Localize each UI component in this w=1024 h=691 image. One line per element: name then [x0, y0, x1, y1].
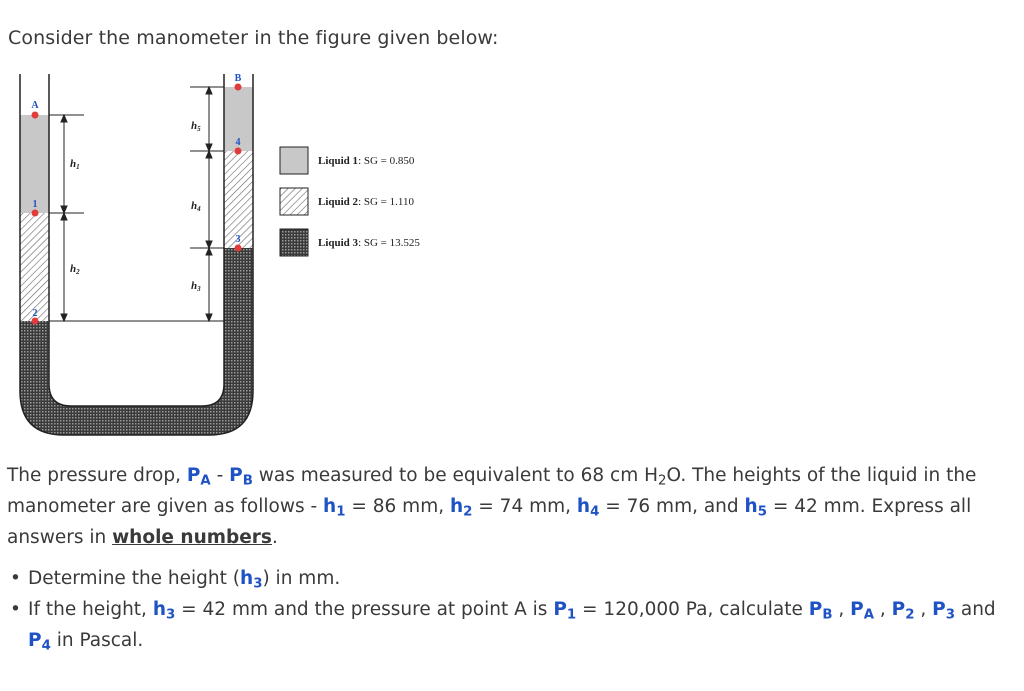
left-tube	[20, 115, 49, 321]
legend-label-liquid-1: Liquid 1: SG = 0.850	[318, 155, 415, 167]
whole-numbers-emphasis: whole numbers	[112, 527, 272, 548]
pb-symbol: $P_B$	[808, 599, 833, 623]
legend-swatch-liquid-1	[280, 147, 308, 174]
h4-symbol: $h_4$	[576, 496, 600, 520]
p4-symbol: $P_4$	[28, 630, 51, 654]
problem-statement: The pressure drop, $P_A - P_B$ was measured to be equivalent to 68 cm $H_2O$. The heights of the liquid in the manometer are given as follows - $h_1 = 86$ mm, $h_2 = 74$ mm, $h_4 = 76$ mm, and $h_5 = 42$ mm. Express all answers in whole numbers.	[7, 465, 977, 548]
tube-walls	[20, 74, 253, 435]
task-item-2: • If the height, $h_3 = 42$ mm and the pressure at point A is $P_1 = 120,000$ Pa, calculate $P_B$ , $P_A$ , $P_2$ , $P_3$ and $P_4$ in Pascal.	[8, 594, 1018, 656]
h3-symbol: $h_3$	[240, 568, 263, 592]
h1-label: h1	[70, 158, 80, 171]
h3-symbol: $h_3$	[152, 599, 176, 623]
p3-symbol: $P_3$	[932, 599, 955, 623]
point-4-dot	[235, 148, 242, 155]
pa-symbol: $P_A$	[186, 465, 211, 489]
pb-symbol: $P_B$	[229, 465, 253, 489]
point-b-dot	[235, 84, 242, 91]
task-item-1: • Determine the height $(h_3)$ in mm.	[8, 563, 1018, 594]
point-2-label: 2	[32, 308, 38, 319]
point-4-label: 4	[235, 137, 241, 148]
h2-symbol: $h_2$	[449, 496, 473, 520]
h1-symbol: $h_1$	[323, 496, 346, 520]
legend-swatch-liquid-3	[280, 229, 308, 256]
liquid-3-u-bend	[20, 248, 253, 435]
point-1-label: 1	[32, 199, 38, 210]
point-1-dot	[32, 210, 39, 217]
point-a-label: A	[31, 100, 39, 111]
point-b-label: B	[234, 73, 242, 84]
question-intro: Consider the manometer in the figure given below:	[8, 27, 499, 49]
pa-symbol: $P_A$	[850, 599, 875, 623]
p1-symbol: $P_1$	[553, 599, 577, 623]
h3-label: h3	[191, 280, 201, 293]
legend-label-liquid-3: Liquid 3: SG = 13.525	[318, 237, 420, 249]
legend-label-liquid-2: Liquid 2: SG = 1.110	[318, 196, 414, 208]
manometer-figure	[0, 66, 450, 446]
h4-label: h4	[191, 200, 201, 213]
task-list	[8, 563, 1018, 656]
point-3-dot	[235, 245, 242, 252]
p2-symbol: $P_2$	[891, 599, 915, 623]
point-a-dot	[32, 112, 39, 119]
h2-label: h2	[70, 263, 80, 276]
right-tube	[224, 87, 253, 248]
legend-swatch-liquid-2	[280, 188, 308, 215]
h5-symbol: $h_5$	[744, 496, 767, 520]
point-3-label: 3	[235, 234, 241, 245]
liquid-2-left	[20, 213, 49, 321]
legend	[280, 147, 420, 256]
h5-label: h5	[191, 120, 201, 133]
